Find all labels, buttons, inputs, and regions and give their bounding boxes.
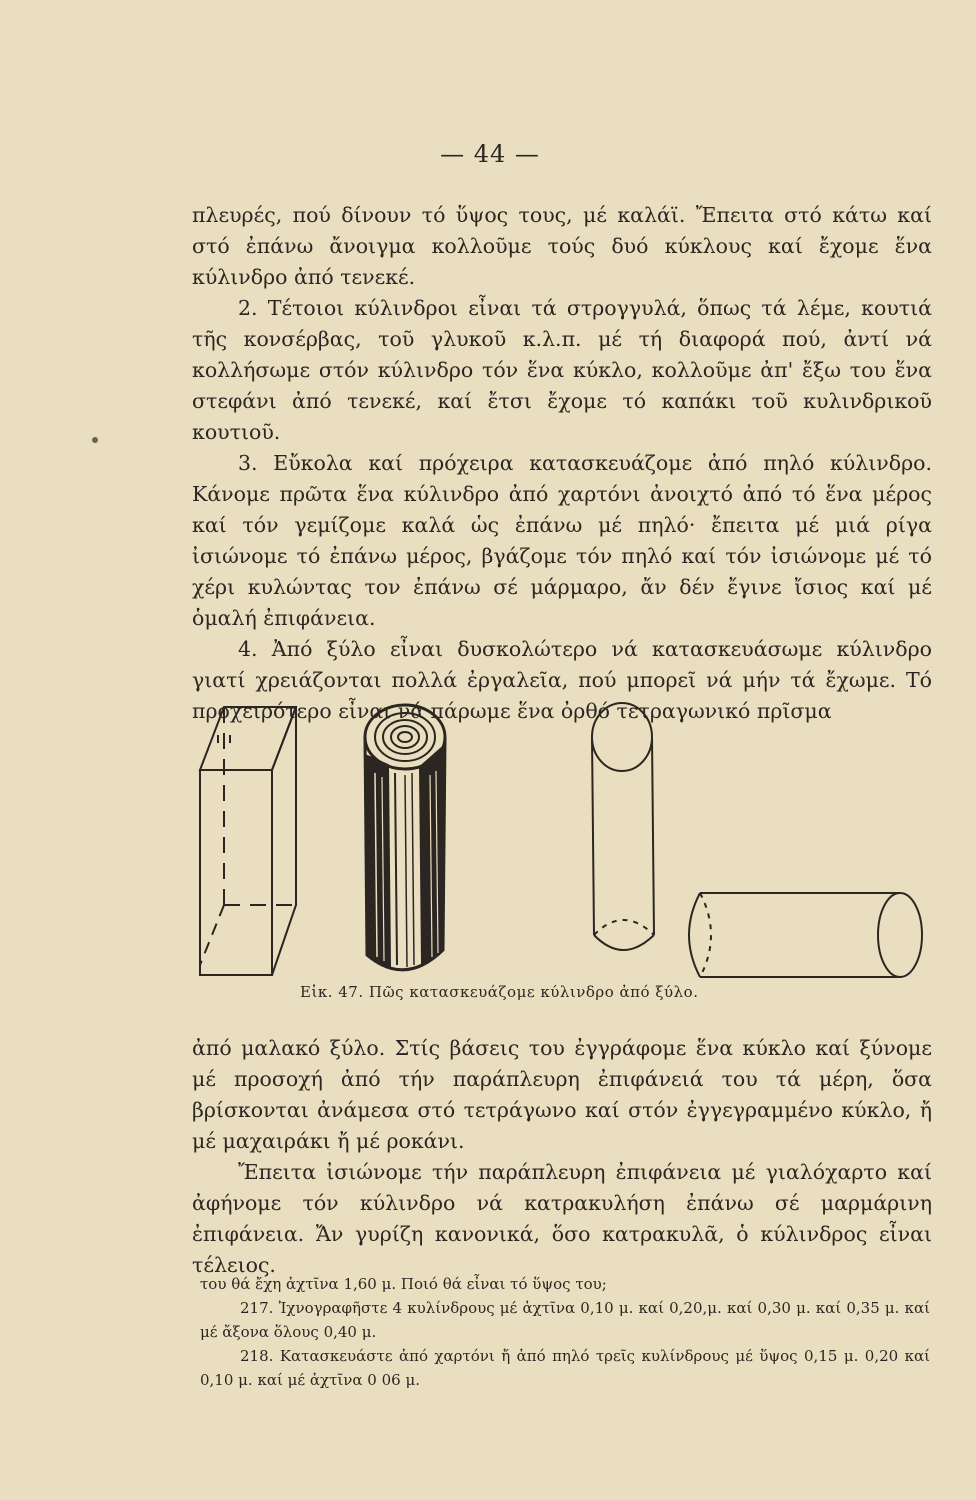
paragraph-4: 4. Ἀπό ξύλο εἶναι δυσκολώτερο νά κατασκευάσωμε κύλινδρο γιατί χρειάζονται πολλά ἐργαλεῖα, πού μπορεῖ νά μήν τά ἔχωμε. Τό προχειρότερο εἶναι νά πάρωμε ἕνα ὀρθό τετραγωνικό πρῖσμα (192, 637, 932, 723)
figure-47 (190, 695, 930, 985)
page-number: — 44 — (440, 140, 540, 168)
paragraph-continuation: πλευρές, πού δίνουν τό ὕψος τους, μέ καλάϊ. Ἔπειτα στό κάτω καί στό ἐπάνω ἄνοιγμα κολλοῦμε τούς δυό κύκλους καί ἔχομε ἕνα κύλινδρο ἀπό τενεκέ. (192, 203, 932, 289)
paragraph-2: 2. Τέτοιοι κύλινδροι εἶναι τά στρογγυλά, ὅπως τά λέμε, κουτιά τῆς κονσέρβας, τοῦ γλυκοῦ κ.λ.π. μέ τή διαφορά πού, ἀντί νά κολλήσωμε στόν κύλινδρο τόν ἕνα κύκλο, κολλοῦμε ἀπ' ἔξω του ἕνα στεφάνι ἀπό τενεκέ, καί ἔτσι ἔχομε τό καπάκι τοῦ κυλινδρικοῦ κουτιοῦ. (192, 296, 932, 444)
figure-caption: Εἰκ. 47. Πῶς κατασκευάζομε κύλινδρο ἀπό ξύλο. (300, 983, 699, 1001)
square-prism-illustration (200, 707, 296, 975)
paragraph-5: Ἔπειτα ἰσιώνομε τήν παράπλευρη ἐπιφάνεια μέ γιαλόχαρτο καί ἀφήνομε τόν κύλινδρο νά κατρακυλήση ἐπάνω σέ μαρμάρινη ἐπιφάνεια. Ἄν γυρίζη κανονικά, ὅσο κατρακυλᾶ, ὁ κύλινδρος εἶναι τέλειος. (192, 1160, 932, 1277)
exercise-217: 217. Ἰχνογραφῆστε 4 κυλίνδρους μέ ἀχτῖνα 0,10 μ. καί 0,20,μ. καί 0,30 μ. καί 0,35 μ. καί μέ ἄξονα ὅλους 0,40 μ. (200, 1299, 930, 1341)
top-text-block (192, 200, 932, 727)
upright-cylinder-illustration (592, 703, 654, 950)
margin-dot (92, 437, 98, 443)
exercise-continuation: του θά ἔχη ἀχτῖνα 1,60 μ. Ποιό θά εἶναι τό ὕψος του; (200, 1275, 607, 1293)
paragraph-continuation-2: ἀπό μαλακό ξύλο. Στίς βάσεις του ἐγγράφομε ἕνα κύκλο καί ξύνομε μέ προσοχή ἀπό τήν παράπλευρη ἐπιφάνειά του τά μέρη, ὅσα βρίσκονται ἀνάμεσα στό τετράγωνο καί στόν ἐγγεγραμμένο κύκλο, ἤ μέ μαχαιράκι ἤ μέ ροκάνι. (192, 1036, 932, 1153)
bottom-text-block (192, 1033, 932, 1281)
exercise-list (200, 1272, 930, 1392)
paragraph-3: 3. Εὔκολα καί πρόχειρα κατασκευάζομε ἀπό πηλό κύλινδρο. Κάνομε πρῶτα ἕνα κύλινδρο ἀπό χαρτόνι ἀνοιχτό ἀπό τό ἕνα μέρος καί τόν γεμίζομε καλά ὡς ἐπάνω μέ πηλό· ἔπειτα μέ μιά ρίγα ἰσιώνομε τό ἐπάνω μέρος, βγάζομε τόν πηλό καί τόν ἰσιώνομε μέ τό χέρι κυλώντας τον ἐπάνω σέ μάρμαρο, ἄν δέν ἔγινε ἴσιος καί μέ ὁμαλή ἐπιφάνεια. (192, 451, 932, 630)
wooden-log-illustration (365, 705, 445, 970)
exercise-218: 218. Κατασκευάστε ἀπό χαρτόνι ἤ ἀπό πηλό τρεῖς κυλίνδρους μέ ὕψος 0,15 μ. 0,20 καί 0,10 μ. καί μέ ἀχτῖνα 0 06 μ. (200, 1347, 930, 1389)
lying-cylinder-illustration (689, 893, 922, 977)
